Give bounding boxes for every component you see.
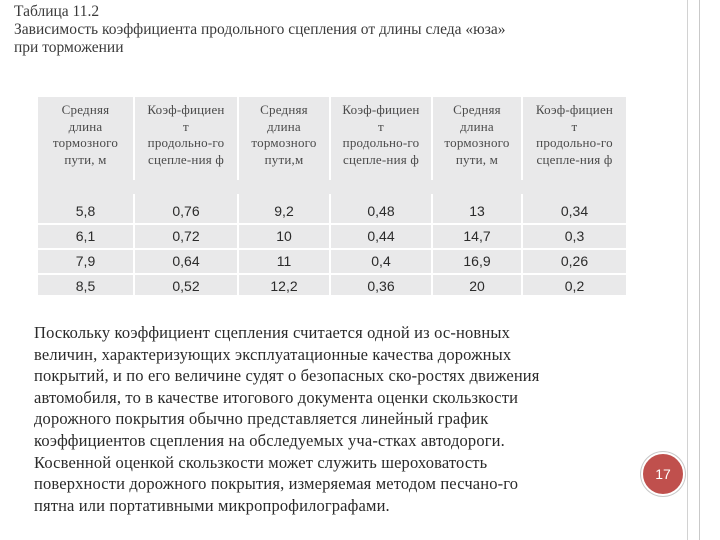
- table-row: [38, 224, 626, 249]
- table-cell: 16,9: [432, 249, 522, 274]
- table-caption: [14, 3, 654, 57]
- header-cell: Коэф-фициен т продольно-го сцепле-ния ф: [330, 97, 432, 187]
- table-cell: 0,48: [330, 187, 432, 224]
- table-cell: 0,44: [330, 224, 432, 249]
- header-cell: Коэф-фициен т продольно-го сцепле-ния ф: [134, 97, 238, 187]
- paragraph-line: Косвенной оценкой скользкости может служить шероховатость: [34, 452, 488, 472]
- table-cell: 5,8: [38, 187, 134, 224]
- table-cell: 0,2: [522, 274, 626, 298]
- friction-table-container: [38, 97, 626, 295]
- page-number-badge: 17: [641, 452, 685, 496]
- table-cell: 0,3: [522, 224, 626, 249]
- table-cell: 14,7: [432, 224, 522, 249]
- table-title-continued: при торможении: [14, 39, 124, 56]
- table-cell: 0,76: [134, 187, 238, 224]
- table-cell: 8,5: [38, 274, 134, 298]
- table-cell: 12,2: [238, 274, 330, 298]
- table-cell: 0,26: [522, 249, 626, 274]
- paragraph-line: пятна или портативными микропрофилографами.: [34, 495, 390, 515]
- table-cell: 11: [238, 249, 330, 274]
- table-cell: 10: [238, 224, 330, 249]
- table-cell: 6,1: [38, 224, 134, 249]
- paragraph-line: покрытий, и по его величине судят о безопасных ско-ростях движения: [34, 366, 540, 386]
- table-cell: 0,34: [522, 187, 626, 224]
- header-cell: Средняя длина тормозного пути, м: [52, 102, 119, 167]
- table-cell: 0,52: [134, 274, 238, 298]
- table-cell: 13: [432, 187, 522, 224]
- paragraph-line: поверхности дорожного покрытия, измеряемая методом песчано-го: [34, 474, 519, 494]
- table-number: Таблица 11.2: [14, 3, 100, 20]
- table-row: [38, 187, 626, 224]
- table-title: Зависимость коэффициента продольного сцепления от длины следа «юза»: [14, 21, 506, 38]
- table-cell: 0,36: [330, 274, 432, 298]
- table-cell: 20: [432, 274, 522, 298]
- header-cell: Коэф-фициен т продольно-го сцепле-ния ф: [522, 97, 626, 187]
- header-cell: Средняя длина тормозного пути,м: [238, 97, 330, 187]
- paragraph-line: дорожного покрытия обычно представляется линейный график: [34, 409, 489, 429]
- table-cell: 0,72: [134, 224, 238, 249]
- paragraph-line: величин, характеризующих эксплуатационные качества дорожных: [34, 344, 512, 364]
- table-cell: 0,64: [134, 249, 238, 274]
- paragraph-line: автомобиля, то в качестве итогового документа оценки скользкости: [34, 387, 519, 407]
- paragraph-line: коэффициентов сцепления на обследуемых уча-стках автодороги.: [34, 430, 505, 450]
- friction-table: [38, 97, 626, 298]
- table-cell: 0,4: [330, 249, 432, 274]
- table-row: [38, 249, 626, 274]
- table-cell: 7,9: [38, 249, 134, 274]
- body-paragraph: [34, 322, 644, 516]
- paragraph-line: Поскольку коэффициент сцепления считается одной из ос-новных: [34, 323, 510, 342]
- table-cell: 9,2: [238, 187, 330, 224]
- header-cell: Средняя длина тормозного пути, м: [432, 97, 522, 187]
- table-header-row: [38, 97, 626, 187]
- table-row: [38, 274, 626, 298]
